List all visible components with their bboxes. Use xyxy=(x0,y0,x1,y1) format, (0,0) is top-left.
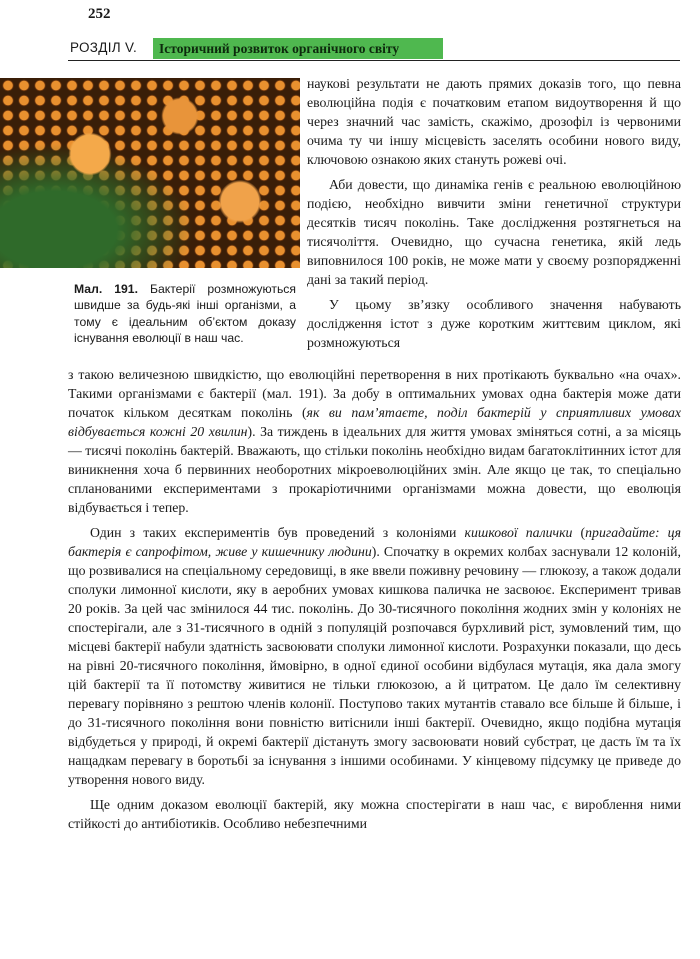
paragraph: Аби довести, що динаміка генів є реальною еволюційною подією, необхідно вивчити зміни генетичної структури десятків тисяч поколінь. Таке дослідження розтягнеться на тисячоліття. Очевидно, що сучасна генетика, якій ледь виповнилося 100 років, не може мати у своєму розпорядженні дані за такий період. xyxy=(307,177,681,287)
paragraph xyxy=(68,523,681,789)
paragraph xyxy=(68,365,681,517)
paragraph: наукові результати не дають прямих доказів того, що певна еволюційна подія є початковим етапом видоутворення й що через значний час замість, скажімо, дрозофіл із червоними очима ту чи іншу місцевість заселять особини нового виду, ключовою ознакою яких стануть рожеві очі. xyxy=(307,76,681,167)
text-run: ). Спочатку в окремих колбах заснували 12 колоній, що розвивалися на спеціальному середовищі, в яке ввели поживну речовину — глюкозу, а також додали сполуки лимонної кислоти, яку в аеробних умовах кишкова паличка не засвоює. Експеримент тривав 20 років. За цей час змінилося 44 тис. поколінь. До 30-тисячного покоління жодних змін у колоніях не спостерігали, але з 31-тисячного в одній з популяцій розпочався бурхливий ріст, зумовлений тим, що місцеві бактерії набули здатність засвоювати сполуки лимонної кислоти. Розрахунки показали, що десь на рівні 20-тисячного покоління, ймовірно, в одної єдиної особини відбулася мутація, яка дала змогу цій бактерії та її потомству живитися не тільки глюкозою, а й цитратом. Це дало їм селективну перевагу порівняно з рештою членів колонії. Поступово таких мутантів ставало все більше й більше, і до 31-тисячного покоління вони повністю витіснили інші бактерії. Очевидно, якщо подібна мутація відбудеться у природі, й окремі бактерії дістануть змогу засвоювати новий субстрат, це дасть їм та їх нащадкам перевагу в боротьбі за існування з іншими особинами. У кінцевому підсумку це приведе до утворення нового виду. xyxy=(68,544,681,787)
section-title: Історичний розвиток органічного світу xyxy=(153,38,443,59)
bacteria-micrograph xyxy=(0,78,300,268)
text-run: ). За тиждень в ідеальних для життя умовах зміняться сотні, а за місяць — тисячі поколінь бактерій. Вважають, що стільки поколінь необхідно видам багатоклітинних істот для виникнення хоча б первинних необоротних мікроеволюційних змін. Але якщо це так, то спеціально спланованими експериментами з прокаріотичними організмами можна довести, що еволюція відбувається і тепер. xyxy=(68,424,682,515)
full-width-text xyxy=(68,365,681,833)
italic-run: кишкової палички xyxy=(464,525,573,540)
figure-caption xyxy=(74,281,296,346)
paragraph: У цьому зв’язку особливого значення набувають дослідження істот з дуже коротким життєвим циклом, які розмножуються xyxy=(307,297,681,350)
caption-label: Мал. 191. xyxy=(74,282,138,296)
italic-run: як ви пам’ятаєте, поділ бактерій у сприятливих умовах відбувається кожні 20 хвилин xyxy=(68,405,681,439)
right-column-text xyxy=(307,74,681,352)
paragraph: Ще одним доказом еволюції бактерій, яку можна спостерігати в наш час, є вироблення ними стійкості до антибіотиків. Особливо небезпечними xyxy=(68,797,681,831)
caption-text: Бактерії розмножуються швидше за будь-які інші організми, а тому є ідеальним об’єктом доказу існування еволюції в наш час. xyxy=(74,282,296,345)
text-run: Один з таких експериментів був проведений з колоніями xyxy=(90,525,465,540)
section-label: РОЗДІЛ V. xyxy=(70,40,138,55)
text-run: з такою величезною швидкістю, що еволюційні перетворення в них протікають буквально «на очах». Такими організмами є бактерії (мал. 191). За добу в оптимальних умовах одна бактерія може дати початок кільком десяткам поколінь ( xyxy=(68,367,681,420)
chapter-header xyxy=(68,38,680,61)
italic-run: пригадайте: ця бактерія є сапрофітом, живе у кишечнику людини xyxy=(68,525,681,559)
text-run: ( xyxy=(572,525,586,540)
page-number: 252 xyxy=(88,6,111,22)
